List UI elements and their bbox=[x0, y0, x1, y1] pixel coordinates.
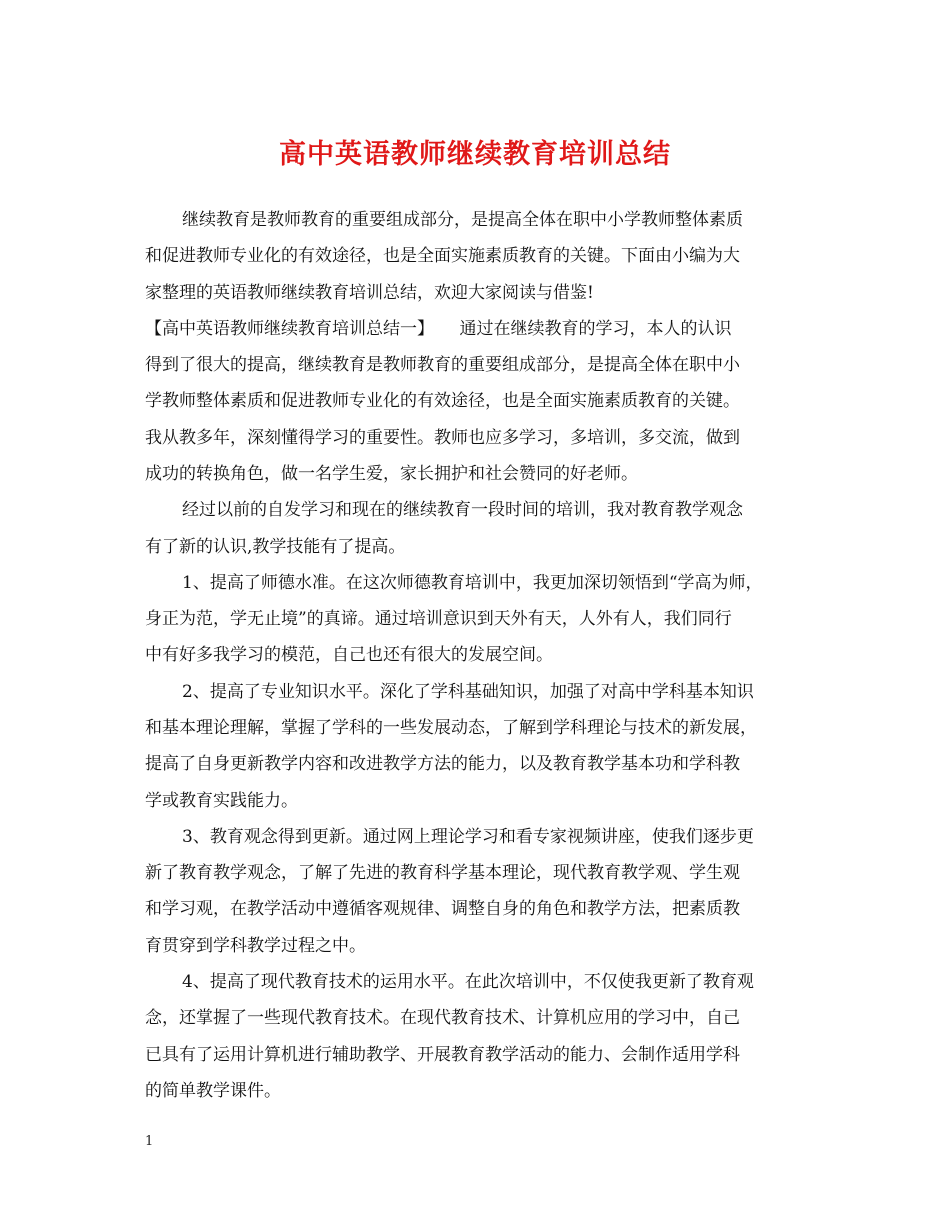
text-line: 得到了很大的提高，继续教育是教师教育的重要组成部分，是提高全体在职中小 bbox=[145, 355, 740, 375]
text-line: 和学习观，在教学活动中遵循客观规律、调整自身的角色和教学方法，把素质教 bbox=[145, 899, 740, 919]
text-line: 念，还掌握了一些现代教育技术。在现代教育技术、计算机应用的学习中，自己 bbox=[145, 1008, 740, 1028]
text-line: 继续教育是教师教育的重要组成部分，是提高全体在职中小学教师整体素质 bbox=[182, 210, 743, 230]
text-line: 已具有了运用计算机进行辅助教学、开展教育教学活动的能力、会制作适用学科 bbox=[145, 1045, 740, 1065]
text-line: 2、提高了专业知识水平。深化了学科基础知识，加强了对高中学科基本知识 bbox=[182, 682, 754, 702]
text-line: 4、提高了现代教育技术的运用水平。在此次培训中，不仅使我更新了教育观 bbox=[182, 972, 754, 992]
text-line: 1、提高了师德水准。在这次师德教育培训中，我更加深切领悟到“学高为师， bbox=[182, 573, 763, 593]
text-line: 3、教育观念得到更新。通过网上理论学习和看专家视频讲座，使我们逐步更 bbox=[182, 827, 754, 847]
text-line: 提高了自身更新教学内容和改进教学方法的能力，以及教育教学基本功和学科教 bbox=[145, 754, 740, 774]
document-title: 高中英语教师继续教育培训总结 bbox=[279, 139, 671, 170]
page-number: 1 bbox=[145, 1134, 154, 1149]
text-line: 有了新的认识,教学技能有了提高。 bbox=[145, 537, 406, 557]
text-line: 【高中英语教师继续教育培训总结一】 通过在继续教育的学习，本人的认识 bbox=[145, 319, 732, 339]
text-line: 我从教多年，深刻懂得学习的重要性。教师也应多学习，多培训，多交流，做到 bbox=[145, 428, 740, 448]
text-line: 学教师整体素质和促进教师专业化的有效途径，也是全面实施素质教育的关键。 bbox=[145, 391, 740, 411]
text-line: 成功的转换角色，做一名学生爱，家长拥护和社会赞同的好老师。 bbox=[145, 464, 638, 484]
text-line: 的简单教学课件。 bbox=[145, 1081, 281, 1101]
text-line: 学或教育实践能力。 bbox=[145, 791, 298, 811]
text-line: 身正为范，学无止境”的真谛。通过培训意识到天外有天，人外有人，我们同行 bbox=[145, 609, 732, 629]
text-line: 新了教育教学观念，了解了先进的教育科学基本理论，现代教育教学观、学生观 bbox=[145, 863, 740, 883]
text-line: 育贯穿到学科教学过程之中。 bbox=[145, 936, 366, 956]
text-line: 和基本理论理解，掌握了学科的一些发展动态，了解到学科理论与技术的新发展， bbox=[145, 718, 757, 738]
text-line: 经过以前的自发学习和现在的继续教育一段时间的培训，我对教育教学观念 bbox=[182, 500, 743, 520]
text-line: 中有好多我学习的模范，自己也还有很大的发展空间。 bbox=[145, 645, 553, 665]
text-line: 和促进教师专业化的有效途径，也是全面实施素质教育的关键。下面由小编为大 bbox=[145, 246, 740, 266]
text-line: 家整理的英语教师继续教育培训总结，欢迎大家阅读与借鉴! bbox=[145, 283, 594, 303]
